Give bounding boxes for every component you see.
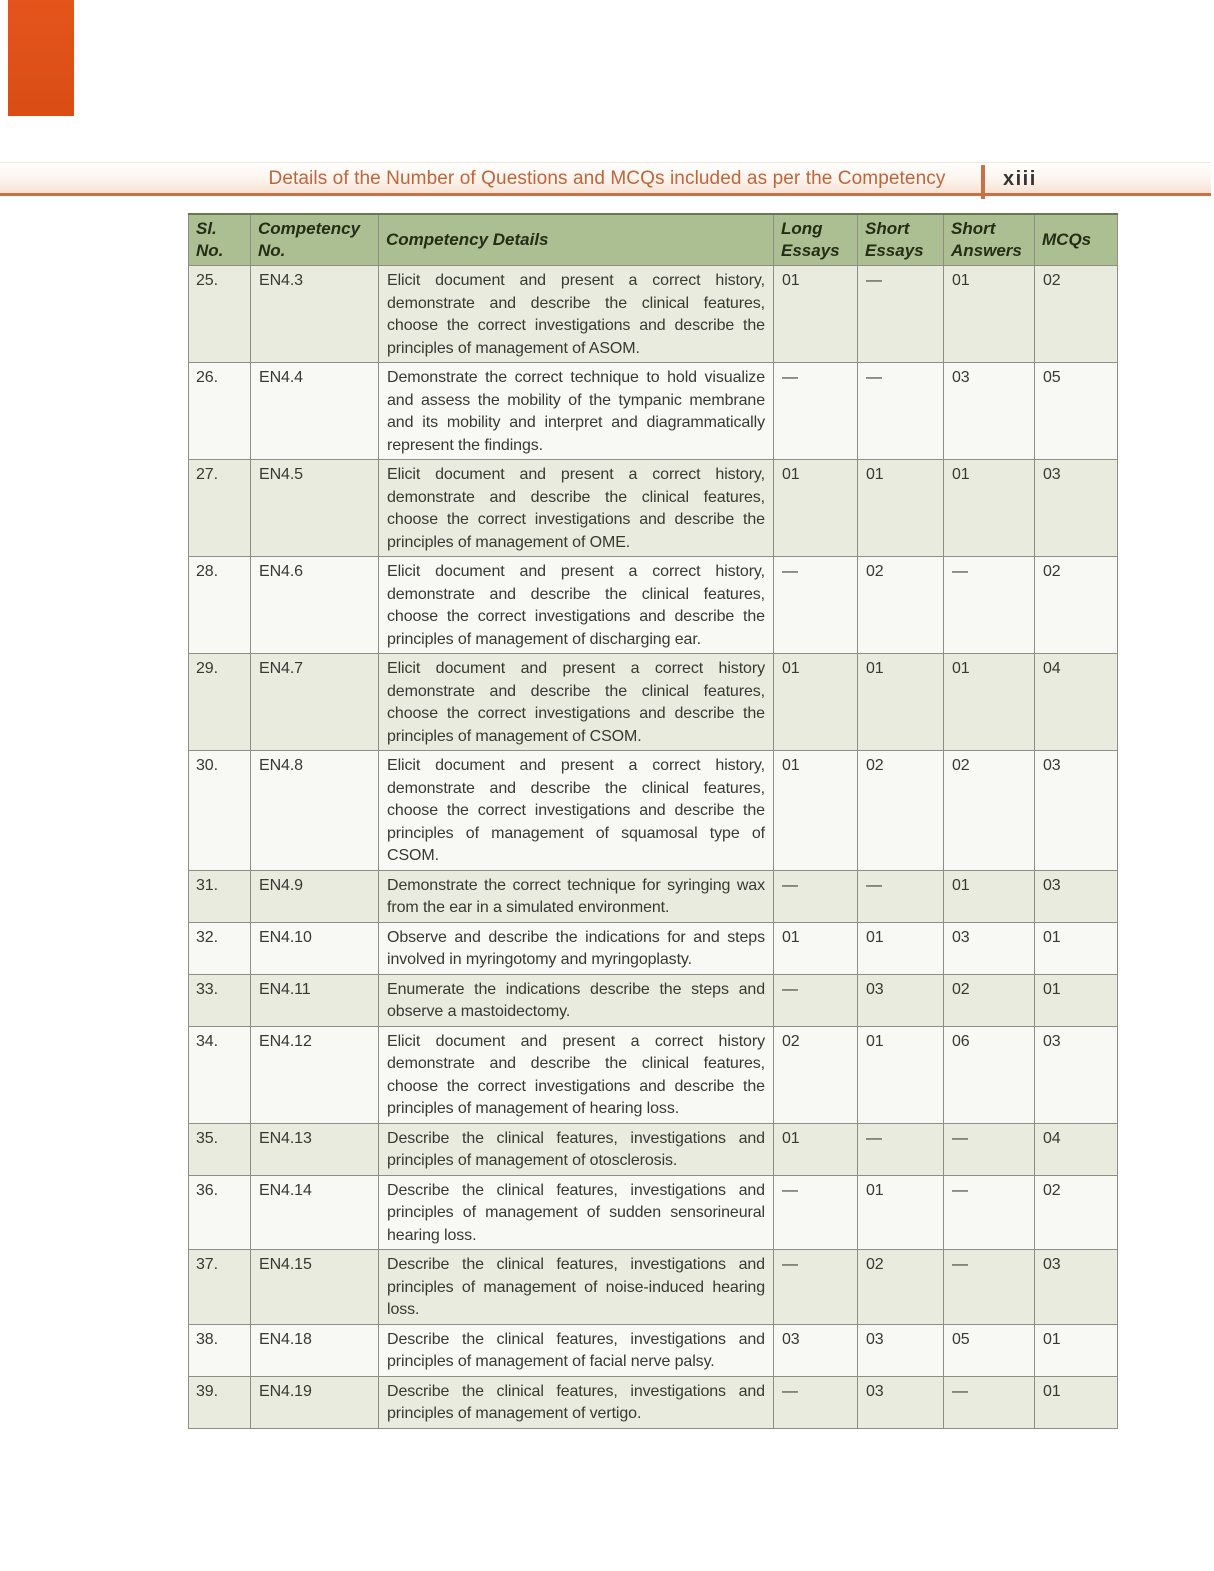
cell-details: Elicit document and present a correct history, demonstrate and describe the clinical features, choose the correct investigations and describe the principles of management of squamosal type of CSOM. bbox=[379, 751, 774, 871]
cell-short_essays: — bbox=[858, 870, 944, 922]
cell-details: Elicit document and present a correct history, demonstrate and describe the clinical features, choose the correct investigations and describe the principles of management of OME. bbox=[379, 460, 774, 557]
cell-competency_no: EN4.13 bbox=[251, 1123, 379, 1175]
cell-long_essays: — bbox=[774, 1376, 858, 1428]
page-header bbox=[0, 162, 1211, 194]
cell-short_essays: — bbox=[858, 363, 944, 460]
cell-short_answers: — bbox=[944, 1175, 1035, 1250]
cell-short_essays: 02 bbox=[858, 751, 944, 871]
cell-short_answers: — bbox=[944, 557, 1035, 654]
chapter-corner-tab bbox=[8, 0, 74, 116]
cell-short_answers: — bbox=[944, 1123, 1035, 1175]
cell-details: Describe the clinical features, investigations and principles of management of sudden sensorineural hearing loss. bbox=[379, 1175, 774, 1250]
table-row bbox=[189, 974, 1118, 1026]
cell-mcqs: 04 bbox=[1035, 654, 1118, 751]
table-row bbox=[189, 1324, 1118, 1376]
cell-mcqs: 03 bbox=[1035, 870, 1118, 922]
competency-question-table bbox=[188, 213, 1118, 1429]
table-row bbox=[189, 460, 1118, 557]
cell-short_answers: — bbox=[944, 1376, 1035, 1428]
cell-mcqs: 02 bbox=[1035, 266, 1118, 363]
cell-long_essays: 01 bbox=[774, 460, 858, 557]
cell-short_essays: 01 bbox=[858, 1026, 944, 1123]
cell-short_essays: 01 bbox=[858, 460, 944, 557]
cell-sl: 31. bbox=[189, 870, 251, 922]
cell-short_essays: 01 bbox=[858, 922, 944, 974]
cell-short_answers: 02 bbox=[944, 751, 1035, 871]
cell-long_essays: — bbox=[774, 1250, 858, 1325]
cell-competency_no: EN4.4 bbox=[251, 363, 379, 460]
page-number: xiii bbox=[1003, 168, 1037, 190]
column-header-long_essays: Long Essays bbox=[774, 214, 858, 266]
cell-short_answers: 03 bbox=[944, 922, 1035, 974]
cell-short_answers: 03 bbox=[944, 363, 1035, 460]
cell-long_essays: 01 bbox=[774, 266, 858, 363]
cell-mcqs: 01 bbox=[1035, 1324, 1118, 1376]
table-row bbox=[189, 751, 1118, 871]
table-row bbox=[189, 922, 1118, 974]
cell-short_answers: 01 bbox=[944, 266, 1035, 363]
cell-short_essays: 03 bbox=[858, 1376, 944, 1428]
table-header bbox=[189, 214, 1118, 266]
cell-sl: 34. bbox=[189, 1026, 251, 1123]
cell-long_essays: 01 bbox=[774, 1123, 858, 1175]
cell-long_essays: 03 bbox=[774, 1324, 858, 1376]
cell-details: Elicit document and present a correct history demonstrate and describe the clinical features, choose the correct investigations and describe the principles of management of CSOM. bbox=[379, 654, 774, 751]
cell-long_essays: — bbox=[774, 870, 858, 922]
cell-competency_no: EN4.3 bbox=[251, 266, 379, 363]
cell-long_essays: 02 bbox=[774, 1026, 858, 1123]
column-header-details: Competency Details bbox=[379, 214, 774, 266]
cell-mcqs: 02 bbox=[1035, 1175, 1118, 1250]
table-row bbox=[189, 654, 1118, 751]
cell-sl: 26. bbox=[189, 363, 251, 460]
cell-mcqs: 05 bbox=[1035, 363, 1118, 460]
cell-short_essays: 02 bbox=[858, 1250, 944, 1325]
cell-competency_no: EN4.12 bbox=[251, 1026, 379, 1123]
cell-mcqs: 03 bbox=[1035, 1250, 1118, 1325]
cell-mcqs: 03 bbox=[1035, 460, 1118, 557]
cell-long_essays: — bbox=[774, 363, 858, 460]
cell-sl: 29. bbox=[189, 654, 251, 751]
table-row bbox=[189, 870, 1118, 922]
cell-details: Elicit document and present a correct history demonstrate and describe the clinical features, choose the correct investigations and describe the principles of management of hearing loss. bbox=[379, 1026, 774, 1123]
cell-details: Describe the clinical features, investigations and principles of management of vertigo. bbox=[379, 1376, 774, 1428]
table-row bbox=[189, 266, 1118, 363]
cell-sl: 28. bbox=[189, 557, 251, 654]
table-row bbox=[189, 363, 1118, 460]
cell-sl: 25. bbox=[189, 266, 251, 363]
cell-short_answers: 01 bbox=[944, 654, 1035, 751]
cell-short_essays: 01 bbox=[858, 1175, 944, 1250]
cell-sl: 36. bbox=[189, 1175, 251, 1250]
cell-sl: 30. bbox=[189, 751, 251, 871]
cell-details: Enumerate the indications describe the steps and observe a mastoidectomy. bbox=[379, 974, 774, 1026]
cell-sl: 37. bbox=[189, 1250, 251, 1325]
cell-mcqs: 03 bbox=[1035, 751, 1118, 871]
cell-competency_no: EN4.11 bbox=[251, 974, 379, 1026]
column-header-sl: Sl. No. bbox=[189, 214, 251, 266]
cell-details: Elicit document and present a correct history, demonstrate and describe the clinical features, choose the correct investigations and describe the principles of management of ASOM. bbox=[379, 266, 774, 363]
cell-short_essays: 03 bbox=[858, 974, 944, 1026]
cell-competency_no: EN4.8 bbox=[251, 751, 379, 871]
table-body bbox=[189, 266, 1118, 1429]
cell-short_answers: 01 bbox=[944, 870, 1035, 922]
cell-details: Demonstrate the correct technique to hold visualize and assess the mobility of the tympanic membrane and its mobility and interpret and diagrammatically represent the findings. bbox=[379, 363, 774, 460]
cell-short_essays: 03 bbox=[858, 1324, 944, 1376]
column-header-mcqs: MCQs bbox=[1035, 214, 1118, 266]
cell-sl: 27. bbox=[189, 460, 251, 557]
cell-long_essays: 01 bbox=[774, 922, 858, 974]
cell-details: Describe the clinical features, investigations and principles of management of otosclerosis. bbox=[379, 1123, 774, 1175]
header-rule-line bbox=[0, 193, 1211, 196]
cell-competency_no: EN4.5 bbox=[251, 460, 379, 557]
cell-competency_no: EN4.7 bbox=[251, 654, 379, 751]
cell-long_essays: — bbox=[774, 557, 858, 654]
cell-sl: 39. bbox=[189, 1376, 251, 1428]
cell-details: Describe the clinical features, investigations and principles of management of noise-induced hearing loss. bbox=[379, 1250, 774, 1325]
column-header-competency_no: Competency No. bbox=[251, 214, 379, 266]
table-row bbox=[189, 1123, 1118, 1175]
cell-short_answers: 06 bbox=[944, 1026, 1035, 1123]
cell-sl: 38. bbox=[189, 1324, 251, 1376]
cell-sl: 33. bbox=[189, 974, 251, 1026]
cell-mcqs: 03 bbox=[1035, 1026, 1118, 1123]
cell-competency_no: EN4.10 bbox=[251, 922, 379, 974]
cell-mcqs: 02 bbox=[1035, 557, 1118, 654]
cell-details: Describe the clinical features, investigations and principles of management of facial nerve palsy. bbox=[379, 1324, 774, 1376]
cell-sl: 32. bbox=[189, 922, 251, 974]
cell-mcqs: 04 bbox=[1035, 1123, 1118, 1175]
cell-long_essays: 01 bbox=[774, 751, 858, 871]
cell-short_answers: 01 bbox=[944, 460, 1035, 557]
table-row bbox=[189, 1026, 1118, 1123]
cell-competency_no: EN4.15 bbox=[251, 1250, 379, 1325]
table-row bbox=[189, 1250, 1118, 1325]
cell-short_essays: — bbox=[858, 266, 944, 363]
cell-mcqs: 01 bbox=[1035, 1376, 1118, 1428]
cell-long_essays: 01 bbox=[774, 654, 858, 751]
running-head-title: Details of the Number of Questions and MCQs included as per the Competency bbox=[268, 168, 946, 189]
cell-mcqs: 01 bbox=[1035, 922, 1118, 974]
cell-details: Elicit document and present a correct history, demonstrate and describe the clinical features, choose the correct investigations and describe the principles of management of discharging ear. bbox=[379, 557, 774, 654]
cell-sl: 35. bbox=[189, 1123, 251, 1175]
table-row bbox=[189, 1376, 1118, 1428]
cell-competency_no: EN4.14 bbox=[251, 1175, 379, 1250]
column-header-short_answers: Short Answers bbox=[944, 214, 1035, 266]
column-header-short_essays: Short Essays bbox=[858, 214, 944, 266]
cell-competency_no: EN4.9 bbox=[251, 870, 379, 922]
table-row bbox=[189, 557, 1118, 654]
cell-short_answers: 05 bbox=[944, 1324, 1035, 1376]
cell-long_essays: — bbox=[774, 974, 858, 1026]
cell-long_essays: — bbox=[774, 1175, 858, 1250]
table-row bbox=[189, 1175, 1118, 1250]
cell-competency_no: EN4.6 bbox=[251, 557, 379, 654]
cell-short_essays: 02 bbox=[858, 557, 944, 654]
cell-mcqs: 01 bbox=[1035, 974, 1118, 1026]
cell-details: Demonstrate the correct technique for syringing wax from the ear in a simulated environment. bbox=[379, 870, 774, 922]
cell-competency_no: EN4.19 bbox=[251, 1376, 379, 1428]
cell-competency_no: EN4.18 bbox=[251, 1324, 379, 1376]
cell-short_answers: 02 bbox=[944, 974, 1035, 1026]
table-header-row bbox=[189, 214, 1118, 266]
cell-short_essays: — bbox=[858, 1123, 944, 1175]
cell-short_answers: — bbox=[944, 1250, 1035, 1325]
cell-details: Observe and describe the indications for and steps involved in myringotomy and myringoplasty. bbox=[379, 922, 774, 974]
cell-short_essays: 01 bbox=[858, 654, 944, 751]
